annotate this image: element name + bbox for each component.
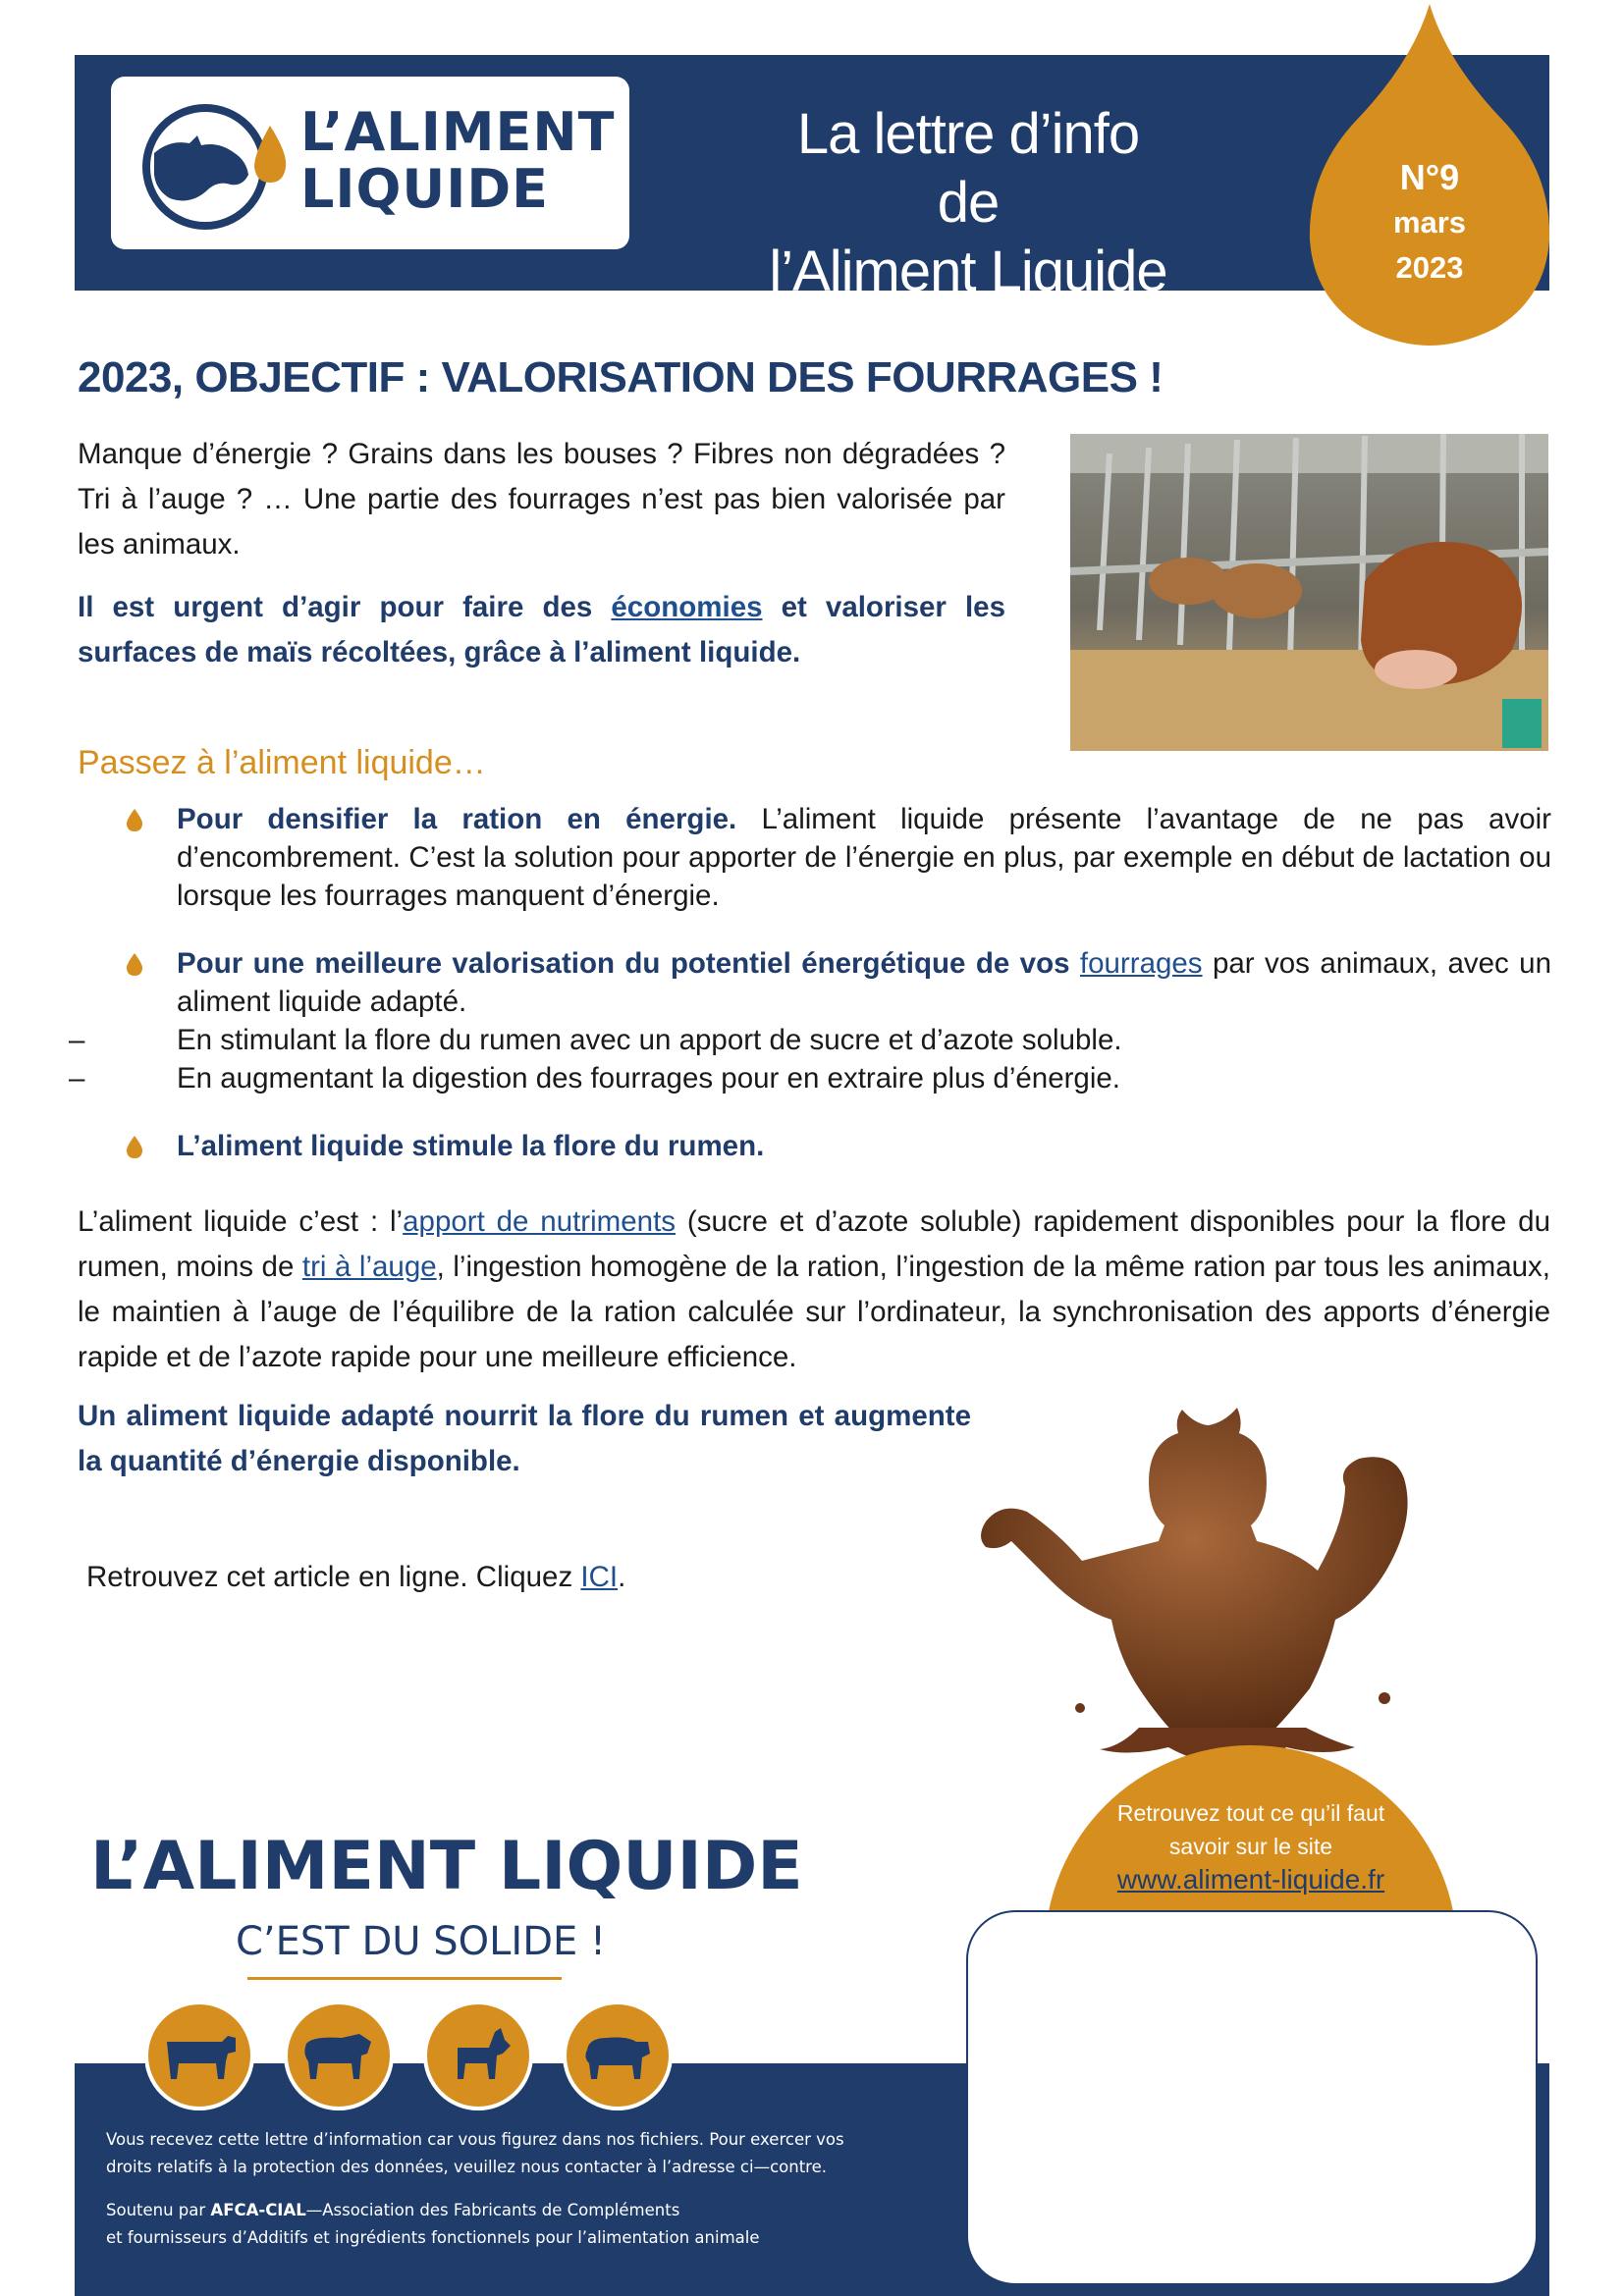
intro-bold-a: Il est urgent d’agir pour faire des bbox=[78, 591, 612, 623]
list-item bbox=[118, 1127, 1551, 1165]
slogan-line-2: C’EST DU SOLIDE ! bbox=[236, 1919, 607, 1964]
intro-bold-text bbox=[78, 585, 1005, 675]
sheep-icon bbox=[565, 2002, 671, 2109]
online-article-line bbox=[86, 1561, 625, 1594]
issue-month: mars bbox=[1392, 205, 1467, 240]
contact-box bbox=[966, 1910, 1538, 2285]
issue-year: 2023 bbox=[1395, 250, 1464, 285]
para-a: L’aliment liquide c’est : l’ bbox=[78, 1205, 404, 1238]
website-link[interactable]: www.aliment-liquide.fr bbox=[1116, 1864, 1385, 1895]
bullet-1-text: L’aliment liquide présente l’avantage de ne pas avoir d’encombrement. C’est la solution pour apporter de l’énergie en plus, par exemple en début de lactation ou lorsque les fourrages manquent d’énergie. bbox=[177, 803, 1551, 912]
issue-number: N°9 bbox=[1399, 157, 1460, 197]
online-text: Retrouvez cet article en ligne. Cliquez bbox=[86, 1561, 581, 1593]
body-paragraph bbox=[78, 1200, 1550, 1380]
support-line-2: et fournisseurs d’Additifs et ingrédients fonctionnels pour l’alimentation animale bbox=[106, 2228, 760, 2247]
bull-icon bbox=[286, 2002, 392, 2109]
support-line-1 bbox=[106, 2197, 679, 2224]
intro-text: Manque d’énergie ? Grains dans les bouses ? Fibres non dégradées ? Tri à l’auge ? … Une partie des fourrages n’est pas bien valorisée par les animaux. bbox=[78, 438, 1005, 561]
afca-cial: AFCA-CIAL bbox=[210, 2201, 306, 2219]
section-title: Passez à l’aliment liquide… bbox=[78, 744, 486, 781]
drop-bullet-icon bbox=[126, 809, 143, 832]
list-item bbox=[59, 1021, 1551, 1059]
muscular-liquid-figure-icon bbox=[972, 1404, 1483, 1777]
newsletter-title-line-1: La lettre d’info de bbox=[796, 102, 1140, 235]
dash-marker: – bbox=[69, 1024, 85, 1056]
animal-icons bbox=[145, 1999, 695, 2116]
privacy-line-2: droits relatifs à la protection des données, veuillez nous contacter à l’adresse ci—contre. bbox=[106, 2158, 827, 2176]
issue-info bbox=[1322, 155, 1538, 291]
logo-line-1: L’ALIMENT bbox=[300, 101, 616, 163]
drop-bullet-icon bbox=[126, 1136, 143, 1159]
bullet-2-text: par vos animaux, avec un aliment liquide adapté. bbox=[177, 947, 1551, 1018]
dash-marker: – bbox=[69, 1062, 85, 1095]
dash-2-text: En augmentant la digestion des fourrages pour en extraire plus d’énergie. bbox=[177, 1062, 1120, 1095]
cow-icon bbox=[146, 2002, 252, 2109]
bullet-list bbox=[69, 800, 1551, 1165]
drop-bullet-icon bbox=[126, 953, 143, 977]
list-item bbox=[118, 800, 1551, 915]
newsletter-title bbox=[762, 100, 1174, 306]
logo bbox=[111, 77, 629, 249]
bullet-3-bold: L’aliment liquide stimule la flore du rumen. bbox=[177, 1130, 765, 1162]
conclusion-bold-text: Un aliment liquide adapté nourrit la flore du rumen et augmente la quantité d’énergie disponible. bbox=[78, 1400, 971, 1477]
cow-drop-logo-icon bbox=[140, 96, 298, 234]
privacy-line-1: Vous recevez cette lettre d’information car vous figurez dans nos fichiers. Pour exercer vos bbox=[106, 2130, 844, 2149]
ici-link[interactable]: ICI bbox=[580, 1561, 619, 1593]
bullet-2-bold: Pour une meilleure valorisation du potentiel énergétique de vos bbox=[177, 947, 1080, 980]
site-info bbox=[1045, 1796, 1457, 1897]
site-line-1: Retrouvez tout ce qu’il faut bbox=[1116, 1800, 1385, 1826]
para-c: , l’ingestion homogène de la ration, l’ingestion de la même ration par tous les animaux, le maintien à l’auge de l’équilibre de la ration calculée sur l’ordinateur, la synchronisation des apports d’énergie rapide et de l’azote rapide pour une meilleure efficience. bbox=[78, 1251, 1550, 1373]
apport-nutriments-link[interactable]: apport de nutriments bbox=[403, 1205, 677, 1238]
fourrages-link[interactable]: fourrages bbox=[1079, 947, 1203, 980]
bullet-1-bold: Pour densifier la ration en énergie. bbox=[177, 803, 737, 835]
newsletter-title-line-2: l’Aliment Liquide bbox=[769, 240, 1167, 303]
intro-bold-b: et valoriser les surfaces de maïs récoltées, grâce à l’aliment liquide. bbox=[78, 591, 1005, 668]
list-item bbox=[118, 944, 1551, 1021]
tri-auge-link[interactable]: tri à l’auge bbox=[301, 1251, 437, 1283]
dash-1-text: En stimulant la flore du rumen avec un apport de sucre et d’azote soluble. bbox=[177, 1024, 1122, 1056]
slogan-line-1: L’ALIMENT LIQUIDE bbox=[90, 1828, 803, 1905]
site-line-2: savoir sur le site bbox=[1168, 1834, 1333, 1859]
para-b: (sucre et d’azote soluble) rapidement disponibles pour la flore du rumen, moins de bbox=[78, 1205, 1550, 1283]
economies-link[interactable]: économies bbox=[611, 591, 763, 623]
support-a: Soutenu par bbox=[106, 2201, 211, 2219]
article-title: 2023, OBJECTIF : VALORISATION DES FOURRAGES ! bbox=[78, 353, 1164, 401]
support-b: —Association des Fabricants de Compléments bbox=[305, 2201, 680, 2219]
online-end: . bbox=[618, 1561, 626, 1593]
cows-feeding-photo bbox=[1070, 434, 1548, 751]
list-item bbox=[59, 1059, 1551, 1097]
goat-icon bbox=[425, 2002, 531, 2109]
logo-line-2: LIQUIDE bbox=[300, 158, 550, 220]
slogan-underline bbox=[247, 1977, 562, 1980]
